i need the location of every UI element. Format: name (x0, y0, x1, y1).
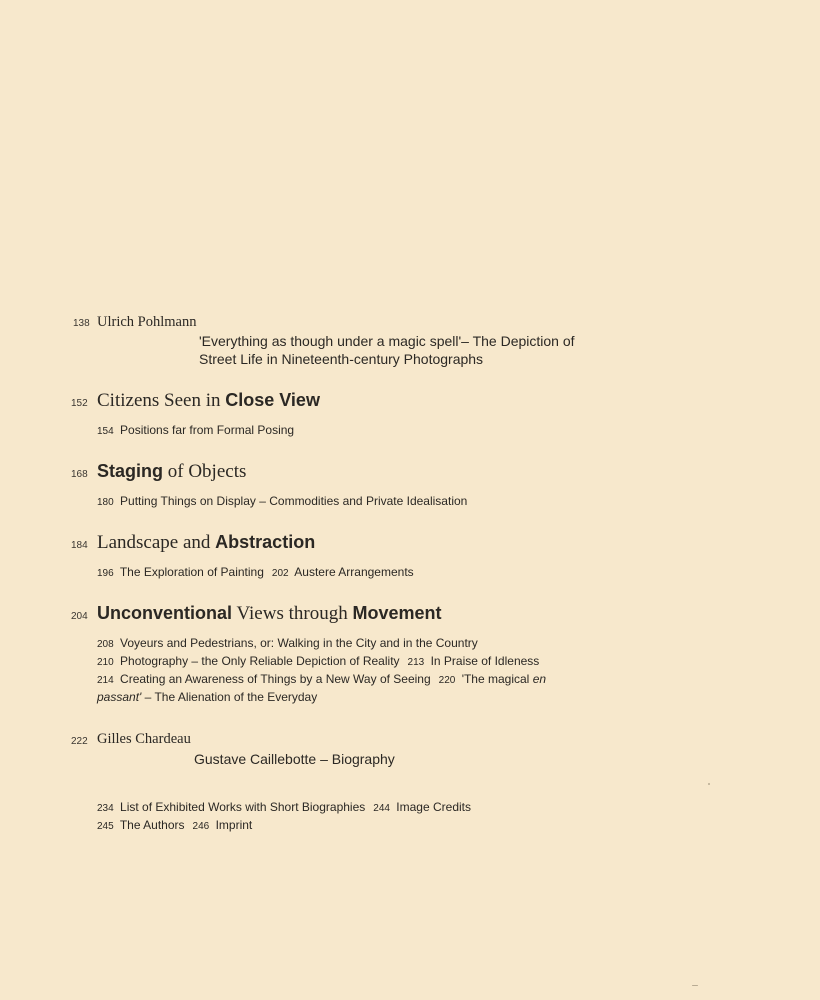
subsection-entry (97, 636, 478, 650)
chapter-title (97, 532, 315, 554)
chapter-title-bold: Staging (97, 461, 163, 481)
page-number: 202 (271, 568, 289, 579)
chapter-title-bold: Abstraction (215, 532, 316, 552)
page-number: 245 (97, 821, 114, 832)
backmatter-entry (97, 800, 471, 814)
page-number: 244 (373, 803, 390, 814)
chapter-title (97, 603, 441, 625)
subsection-title: The Exploration of Painting (119, 565, 264, 579)
page-number: 234 (97, 803, 114, 814)
page-number: 208 (97, 639, 114, 650)
backmatter-title: Image Credits (396, 800, 471, 814)
subsection-entry (97, 423, 294, 437)
subsection-title: 'The magical (461, 672, 530, 686)
page-number: 152 (71, 398, 88, 409)
backmatter-title: The Authors (119, 818, 185, 832)
subsection-entry (97, 565, 414, 579)
subsection-title-italic: en (532, 672, 547, 686)
author-name: Gilles Chardeau (97, 731, 191, 747)
subsection-title: Positions far from Formal Posing (120, 423, 295, 437)
subsection-entry (97, 672, 546, 686)
subsection-title: Photography – the Only Reliable Depiction of Reality (120, 654, 400, 668)
essay-title-line-1: 'Everything as though under a magic spell'– The Depiction of (199, 333, 575, 349)
subsection-title-italic: passant' (97, 690, 142, 704)
page-number: 214 (97, 675, 114, 686)
subsection-entry (97, 654, 539, 668)
backmatter-entry (97, 818, 252, 832)
subsection-entry (97, 690, 317, 704)
chapter-title-bold: Movement (352, 603, 442, 623)
page-number: 138 (73, 318, 90, 329)
page-number: 168 (71, 469, 88, 480)
author-name: Ulrich Pohlmann (97, 314, 197, 330)
essay-title-line-2: Street Life in Nineteenth-century Photographs (199, 351, 484, 367)
subsection-title: Austere Arrangements (294, 565, 414, 579)
chapter-title-bold: Unconventional (97, 603, 233, 623)
page-number: 220 (438, 675, 456, 686)
essay-title: Gustave Caillebotte – Biography (194, 751, 395, 767)
subsection-title: Voyeurs and Pedestrians, or: Walking in the City and in the Country (120, 636, 478, 650)
subsection-title: – The Alienation of the Everyday (144, 690, 318, 704)
chapter-title (97, 461, 246, 483)
page-number: 246 (192, 821, 210, 832)
page-number: 213 (407, 657, 425, 668)
page-number: 196 (97, 568, 114, 579)
backmatter-title: List of Exhibited Works with Short Biographies (120, 800, 366, 814)
chapter-title-plain: Landscape and (97, 532, 211, 553)
backmatter-title: Imprint (215, 818, 253, 832)
subsection-title: In Praise of Idleness (430, 654, 540, 668)
paper-speck (692, 985, 698, 986)
subsection-entry (97, 494, 467, 508)
subsection-title: Putting Things on Display – Commodities and Private Idealisation (120, 494, 468, 508)
page-number: 184 (71, 540, 88, 551)
page-number: 180 (97, 497, 114, 508)
page-number: 222 (71, 736, 88, 747)
chapter-title (97, 390, 320, 412)
page-number: 210 (97, 657, 114, 668)
subsection-title: Creating an Awareness of Things by a New Way of Seeing (120, 672, 431, 686)
chapter-title-plain: of Objects (167, 461, 247, 482)
page-number: 204 (71, 611, 88, 622)
chapter-title-bold: Close View (225, 390, 320, 410)
page-number: 154 (97, 426, 114, 437)
chapter-title-plain: Views through (236, 603, 348, 624)
paper-speck (708, 783, 710, 785)
chapter-title-plain: Citizens Seen in (97, 390, 221, 411)
